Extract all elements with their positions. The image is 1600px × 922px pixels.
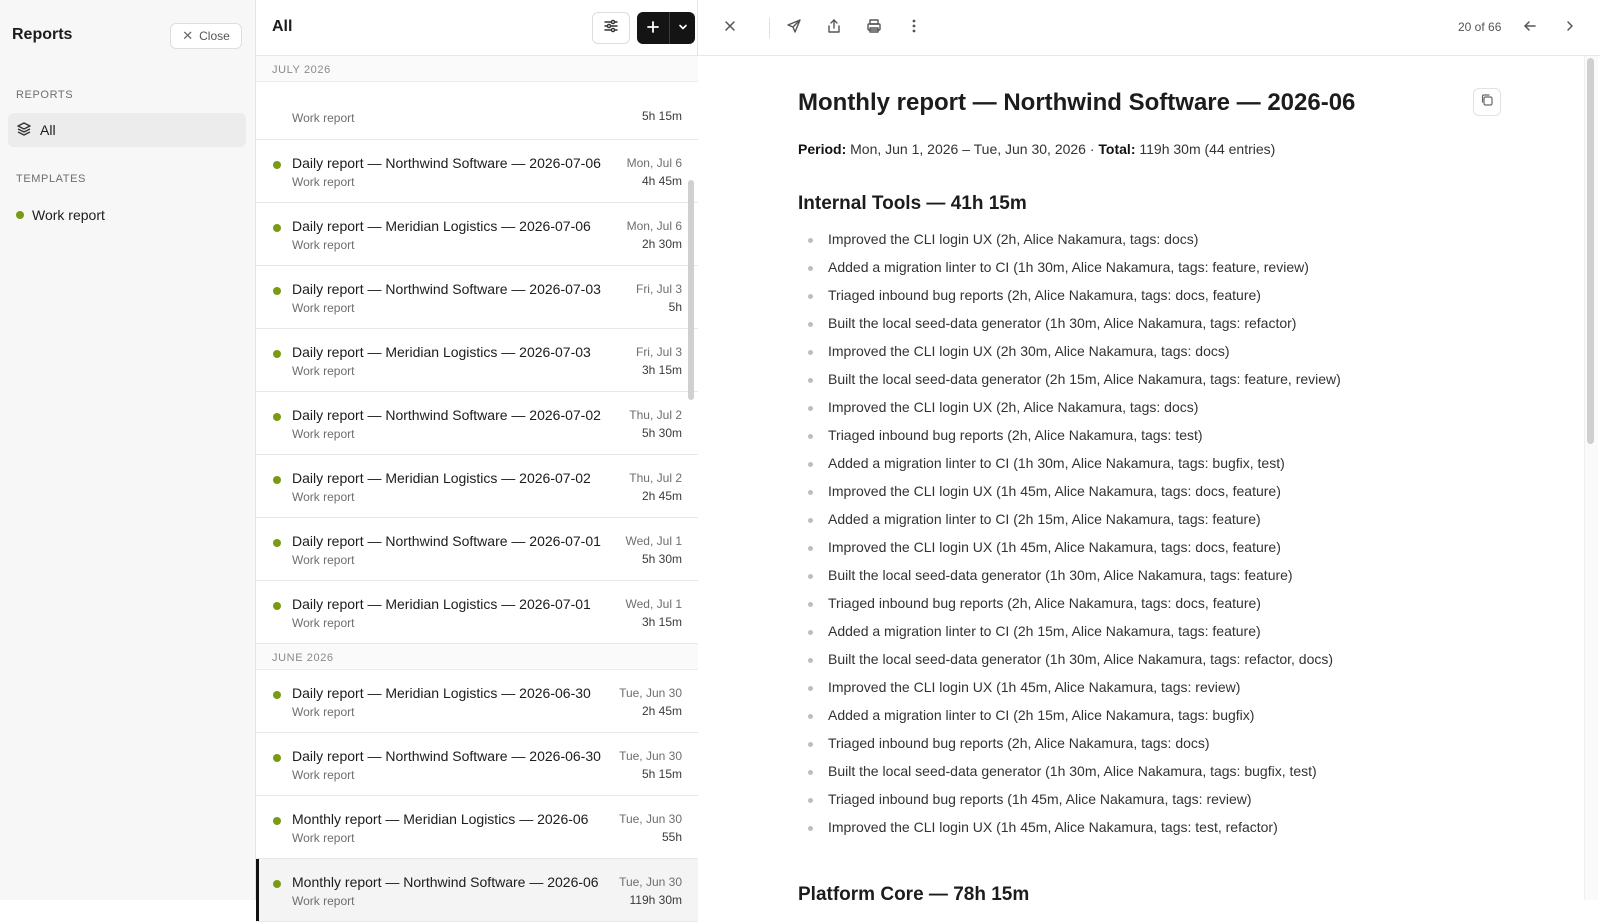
sidebar-item-label: Work report [32,207,105,223]
entry-item [798,343,1341,371]
copy-button[interactable] [1473,88,1501,116]
report-item-title: Monthly report — Northwind Software — 2026-06 [292,874,599,890]
bullet-icon [808,546,813,551]
entry-text: Triaged inbound bug reports (1h 45m, Alice Nakamura, tags: review) [828,791,1252,807]
entry-item [798,287,1341,315]
status-dot [273,224,281,232]
entry-text: Built the local seed-data generator (2h 15m, Alice Nakamura, tags: feature, review) [828,371,1341,387]
period-value: Mon, Jun 1, 2026 – Tue, Jun 30, 2026 [850,141,1086,157]
entry-list [798,231,1341,847]
report-item-title: Daily report — Meridian Logistics — 2026-06-30 [292,685,591,701]
entry-text: Improved the CLI login UX (1h 45m, Alice Nakamura, tags: docs, feature) [828,483,1281,499]
close-icon [723,19,737,38]
report-list[interactable] [256,56,698,908]
report-item-date: Tue, Jun 30 [619,875,682,889]
report-list-item[interactable] [256,140,698,203]
sidebar [0,0,256,900]
report-item-template: Work report [292,111,355,125]
report-detail-panel [698,0,1600,905]
close-button-label: Close [199,29,230,43]
status-dot [273,691,281,699]
report-item-duration: 3h 15m [641,615,682,629]
list-header [256,0,698,56]
entry-item [798,483,1341,511]
send-icon [786,18,802,39]
close-icon: ✕ [182,28,194,43]
entry-text: Built the local seed-data generator (1h 30m, Alice Nakamura, tags: feature) [828,567,1293,583]
entry-text: Added a migration linter to CI (2h 15m, Alice Nakamura, tags: feature) [828,623,1261,639]
report-list-item[interactable] [256,518,698,581]
bullet-icon [808,658,813,663]
report-document [698,56,1578,905]
report-item-date: Tue, Jun 30 [619,686,682,700]
entry-text: Triaged inbound bug reports (2h, Alice Nakamura, tags: test) [828,427,1203,443]
report-item-template: Work report [292,238,355,252]
report-item-template: Work report [292,364,355,378]
report-list-item[interactable] [256,329,698,392]
bullet-icon [808,798,813,803]
period-label: Period: [798,141,847,157]
bullet-icon [808,714,813,719]
entry-item [798,315,1341,343]
report-item-date: Fri, Jul 3 [635,282,682,296]
entry-item [798,623,1341,651]
report-list-item[interactable] [256,796,698,859]
status-dot [273,754,281,762]
bullet-icon [808,742,813,747]
status-dot [273,817,281,825]
report-item-date: Mon, Jul 6 [626,156,682,170]
report-item-template: Work report [292,427,355,441]
report-item-template: Work report [292,768,355,782]
report-item-title: Daily report — Northwind Software — 2026-07-02 [292,407,601,423]
report-item-duration: 5h 15m [641,109,682,123]
print-icon [866,18,882,39]
sidebar-item-label: All [40,122,56,138]
bullet-icon [808,322,813,327]
entry-item [798,567,1341,595]
report-item-date: Tue, Jun 30 [619,812,682,826]
report-item-duration: 55h [661,830,682,844]
bullet-icon [808,630,813,635]
total-label: Total: [1098,141,1136,157]
entry-item [798,819,1341,847]
report-item-duration: 2h 45m [641,704,682,718]
report-item-title: Daily report — Northwind Software — 2026-07-03 [292,281,601,297]
report-item-duration: 5h 30m [641,552,682,566]
status-dot [273,539,281,547]
report-item-duration: 5h 15m [641,767,682,781]
report-item-title: Monthly report — Meridian Logistics — 2026-06 [292,811,589,827]
arrow-left-icon [1523,19,1537,38]
entry-text: Built the local seed-data generator (1h 30m, Alice Nakamura, tags: bugfix, test) [828,763,1317,779]
send-button[interactable] [782,16,806,40]
bullet-icon [808,574,813,579]
status-dot [273,161,281,169]
report-list-item[interactable] [256,670,698,733]
bullet-icon [808,378,813,383]
entry-text: Triaged inbound bug reports (2h, Alice Nakamura, tags: docs, feature) [828,287,1261,303]
entry-text: Triaged inbound bug reports (2h, Alice Nakamura, tags: docs, feature) [828,595,1261,611]
report-item-title: Daily report — Northwind Software — 2026-07-06 [292,155,601,171]
report-item-date: Thu, Jul 2 [629,408,682,422]
list-title: All [272,18,293,35]
report-list-item[interactable] [256,733,698,796]
report-item-template: Work report [292,553,355,567]
report-item-template: Work report [292,831,355,845]
report-item-date: Tue, Jun 30 [619,749,682,763]
report-item-template: Work report [292,894,355,908]
entry-item [798,651,1341,679]
chevron-right-icon [1563,19,1577,38]
bullet-icon [808,294,813,299]
toolbar-divider [769,18,770,38]
report-list-item[interactable] [256,581,698,644]
entry-item [798,259,1341,287]
bullet-icon [808,434,813,439]
add-report-button[interactable] [637,12,669,44]
report-item-title: Daily report — Meridian Logistics — 2026-07-02 [292,470,591,486]
share-button[interactable] [822,16,846,40]
report-list-item[interactable] [256,82,698,140]
entry-text: Improved the CLI login UX (1h 45m, Alice Nakamura, tags: review) [828,679,1241,695]
report-item-date: Thu, Jul 2 [629,471,682,485]
entry-text: Added a migration linter to CI (2h 15m, Alice Nakamura, tags: feature) [828,511,1261,527]
bullet-icon [808,406,813,411]
entry-text: Built the local seed-data generator (1h 30m, Alice Nakamura, tags: refactor, docs) [828,651,1334,667]
entry-text: Improved the CLI login UX (2h 30m, Alice Nakamura, tags: docs) [828,343,1230,359]
report-meta [798,141,1275,157]
status-dot [273,413,281,421]
plus-icon [646,18,660,39]
list-scrollbar[interactable] [688,180,694,400]
entry-item [798,763,1341,791]
report-item-duration: 2h 30m [641,237,682,251]
share-icon [826,18,842,39]
bullet-icon [808,518,813,523]
report-item-date: Fri, Jul 3 [635,345,682,359]
report-list-item[interactable] [256,203,698,266]
add-report-split-button [637,12,695,44]
report-item-title: Daily report — Meridian Logistics — 2026-07-03 [292,344,591,360]
status-dot [273,350,281,358]
report-item-duration: 4h 45m [641,174,682,188]
status-dot [273,602,281,610]
template-color-dot [16,211,24,219]
entry-text: Added a migration linter to CI (2h 15m, Alice Nakamura, tags: bugfix) [828,707,1255,723]
bullet-icon [808,238,813,243]
sliders-icon [603,18,619,39]
copy-icon [1480,93,1494,112]
report-item-duration: 5h 30m [641,426,682,440]
entry-item [798,511,1341,539]
entry-item [798,735,1341,763]
report-item-template: Work report [292,175,355,189]
entry-text: Improved the CLI login UX (2h, Alice Nakamura, tags: docs) [828,231,1199,247]
bullet-icon [808,266,813,271]
next-report-button[interactable] [1558,16,1582,40]
report-item-duration: 2h 45m [641,489,682,503]
bullet-icon [808,462,813,467]
detail-toolbar [698,0,1600,56]
section-heading: Platform Core — 78h 15m [798,884,1030,905]
entry-text: Added a migration linter to CI (1h 30m, Alice Nakamura, tags: feature, review) [828,259,1309,275]
report-item-date: Wed, Jul 1 [625,597,682,611]
entry-item [798,371,1341,399]
report-item-title: Daily report — Northwind Software — 2026-06-30 [292,748,601,764]
month-group-label: JULY 2026 [256,56,698,82]
report-item-date: Mon, Jul 6 [626,219,682,233]
reports-section-label: REPORTS [16,89,74,101]
month-group-label: JUNE 2026 [256,644,698,670]
report-list-item[interactable] [256,266,698,329]
entry-text: Built the local seed-data generator (1h 30m, Alice Nakamura, tags: refactor) [828,315,1297,331]
more-icon [906,18,922,39]
entry-item [798,231,1341,259]
bullet-icon [808,686,813,691]
bullet-icon [808,490,813,495]
report-item-template: Work report [292,616,355,630]
bullet-icon [808,826,813,831]
close-detail-button[interactable] [718,16,742,40]
close-button[interactable] [170,23,242,49]
entry-text: Improved the CLI login UX (1h 45m, Alice Nakamura, tags: docs, feature) [828,539,1281,555]
entry-item [798,707,1341,735]
add-report-menu-button[interactable] [669,12,695,44]
entry-text: Triaged inbound bug reports (2h, Alice Nakamura, tags: docs) [828,735,1210,751]
report-item-duration: 3h 15m [641,363,682,377]
report-item-duration: 119h 30m [629,893,682,907]
meta-separator: · [1089,141,1095,157]
bullet-icon [808,350,813,355]
total-value: 119h 30m (44 entries) [1139,141,1276,157]
report-item-title: Daily report — Northwind Software — 2026-07-01 [292,533,601,549]
report-item-title: Daily report — Meridian Logistics — 2026-07-01 [292,596,591,612]
report-list-item[interactable] [256,859,698,922]
entry-item [798,455,1341,483]
entry-text: Improved the CLI login UX (1h 45m, Alice Nakamura, tags: test, refactor) [828,819,1278,835]
entry-item [798,595,1341,623]
bullet-icon [808,602,813,607]
report-list-panel [256,0,698,908]
templates-section-label: TEMPLATES [16,173,86,185]
report-item-title: Daily report — Meridian Logistics — 2026-07-06 [292,218,591,234]
status-dot [273,476,281,484]
bullet-icon [808,770,813,775]
report-item-template: Work report [292,490,355,504]
sidebar-title: Reports [12,26,73,43]
entry-item [798,427,1341,455]
report-item-template: Work report [292,705,355,719]
sidebar-item-work-report[interactable] [8,198,246,232]
status-dot [273,880,281,888]
report-list-item[interactable] [256,392,698,455]
print-button[interactable] [862,16,886,40]
more-button[interactable] [902,16,926,40]
previous-report-button[interactable] [1518,16,1542,40]
layers-icon [16,121,32,140]
report-list-item[interactable] [256,455,698,518]
entry-item [798,539,1341,567]
report-item-date: Wed, Jul 1 [625,534,682,548]
report-item-duration: 5h [668,300,682,314]
sidebar-item-all[interactable] [8,113,246,147]
entry-item [798,399,1341,427]
entry-text: Improved the CLI login UX (2h, Alice Nakamura, tags: docs) [828,399,1199,415]
pager-count: 20 of 66 [1458,20,1502,34]
chevron-down-icon [678,19,688,37]
entry-text: Added a migration linter to CI (1h 30m, Alice Nakamura, tags: bugfix, test) [828,455,1285,471]
doc-scrollbar[interactable] [1587,58,1594,444]
filter-button[interactable] [592,12,630,44]
section-heading: Internal Tools — 41h 15m [798,193,1027,214]
entry-item [798,679,1341,707]
status-dot [273,287,281,295]
entry-item [798,791,1341,819]
report-title: Monthly report — Northwind Software — 2026-06 [798,89,1356,116]
report-item-template: Work report [292,301,355,315]
